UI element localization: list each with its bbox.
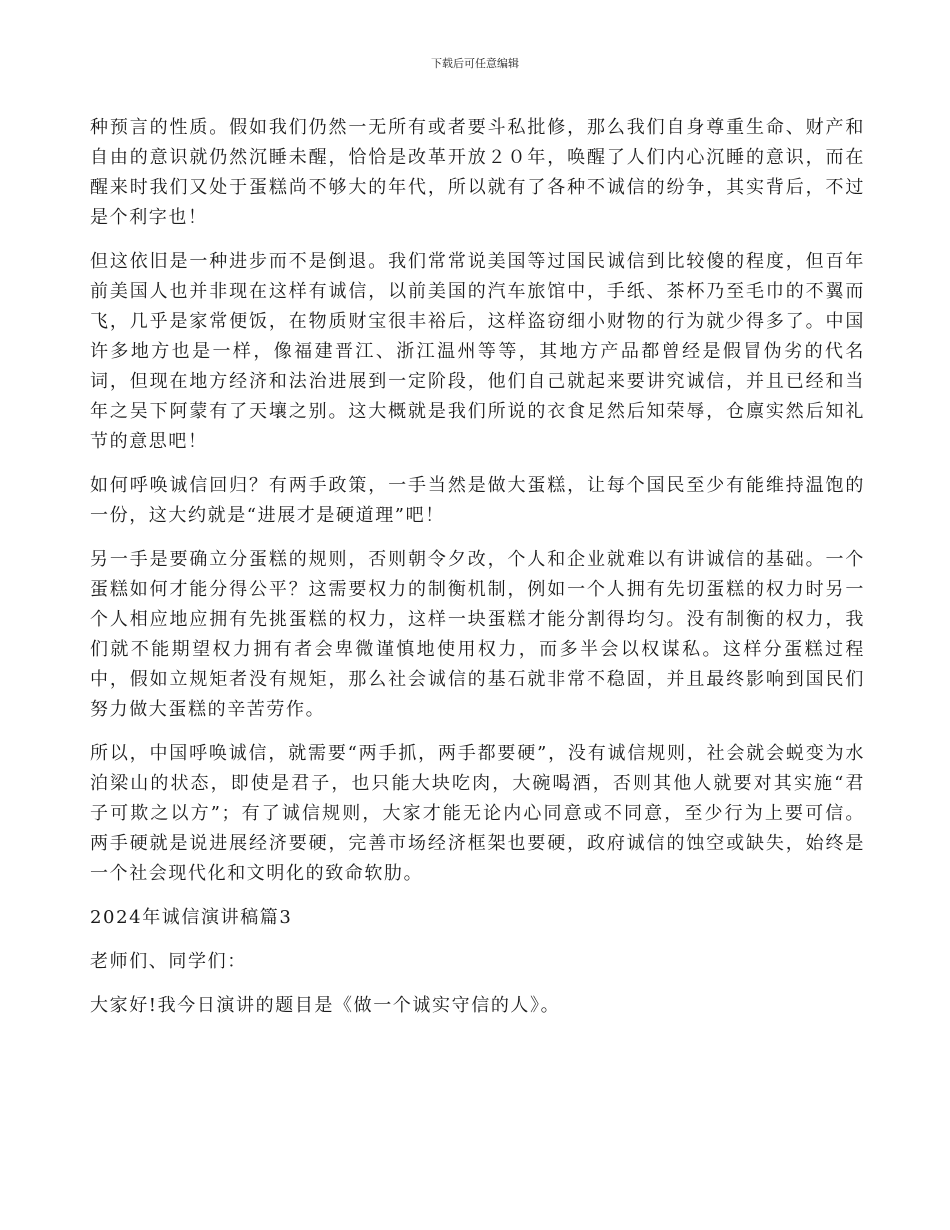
paragraph: 另一手是要确立分蛋糕的规则，否则朝令夕改，个人和企业就难以有讲诚信的基础。一个蛋糕如何才能分得公平？这需要权力的制衡机制，例如一个人拥有先切蛋糕的权力时另一个人相应地应拥有先挑蛋糕的权力，这样一块蛋糕才能分割得均匀。没有制衡的权力，我们就不能期望权力拥有者会卑微谨慎地使用权力，而多半会以权谋私。这样分蛋糕过程中，假如立规矩者没有规矩，那么社会诚信的基石就非常不稳固，并且最终影响到国民们努力做大蛋糕的辛苦劳作。 [90, 549, 865, 720]
paragraph: 所以，中国呼唤诚信，就需要“两手抓，两手都要硬”，没有诚信规则，社会就会蜕变为水泊梁山的状态，即使是君子，也只能大块吃肉，大碗喝酒，否则其他人就要对其实施“君子可欺之以方”；有了诚信规则，大家才能无论内心同意或不同意，至少行为上要可信。两手硬就是说进展经济要硬，完善市场经济框架也要硬，政府诚信的蚀空或缺失，始终是一个社会现代化和文明化的致命软肋。 [90, 743, 865, 884]
paragraph: 大家好!我今日演讲的题目是《做一个诚实守信的人》。 [90, 995, 561, 1016]
paragraph: 但这依旧是一种进步而不是倒退。我们常常说美国等过国民诚信到比较傻的程度，但百年前美国人也并非现在这样有诚信，以前美国的汽车旅馆中，手纸、茶杯乃至毛巾的不翼而飞，几乎是家常便饭，在物质财宝很丰裕后，这样盗窃细小财物的行为就少得多了。中国许多地方也是一样，像福建晋江、浙江温州等等，其地方产品都曾经是假冒伪劣的代名词，但现在地方经济和法治进展到一定阶段，他们自己就起来要讲究诚信，并且已经和当年之吴下阿蒙有了天壤之别。这大概就是我们所说的衣食足然后知荣辱，仓廪实然后知礼节的意思吧！ [90, 251, 865, 452]
section-heading: 2024年诚信演讲稿篇3 [90, 907, 293, 928]
page-header: 下载后可任意编辑 [431, 57, 519, 70]
paragraph: 种预言的性质。假如我们仍然一无所有或者要斗私批修，那么我们自身尊重生命、财产和自由的意识就仍然沉睡未醒，恰恰是改革开放２０年，唤醒了人们内心沉睡的意识，而在醒来时我们又处于蛋糕尚不够大的年代，所以就有了各种不诚信的纷争，其实背后，不过是个利字也！ [90, 117, 865, 228]
salutation: 老师们、同学们： [90, 951, 247, 972]
document-body [90, 113, 865, 1035]
paragraph: 如何呼唤诚信回归？有两手政策，一手当然是做大蛋糕，让每个国民至少有能维持温饱的一份，这大约就是“进展才是硬道理”吧！ [90, 475, 865, 526]
